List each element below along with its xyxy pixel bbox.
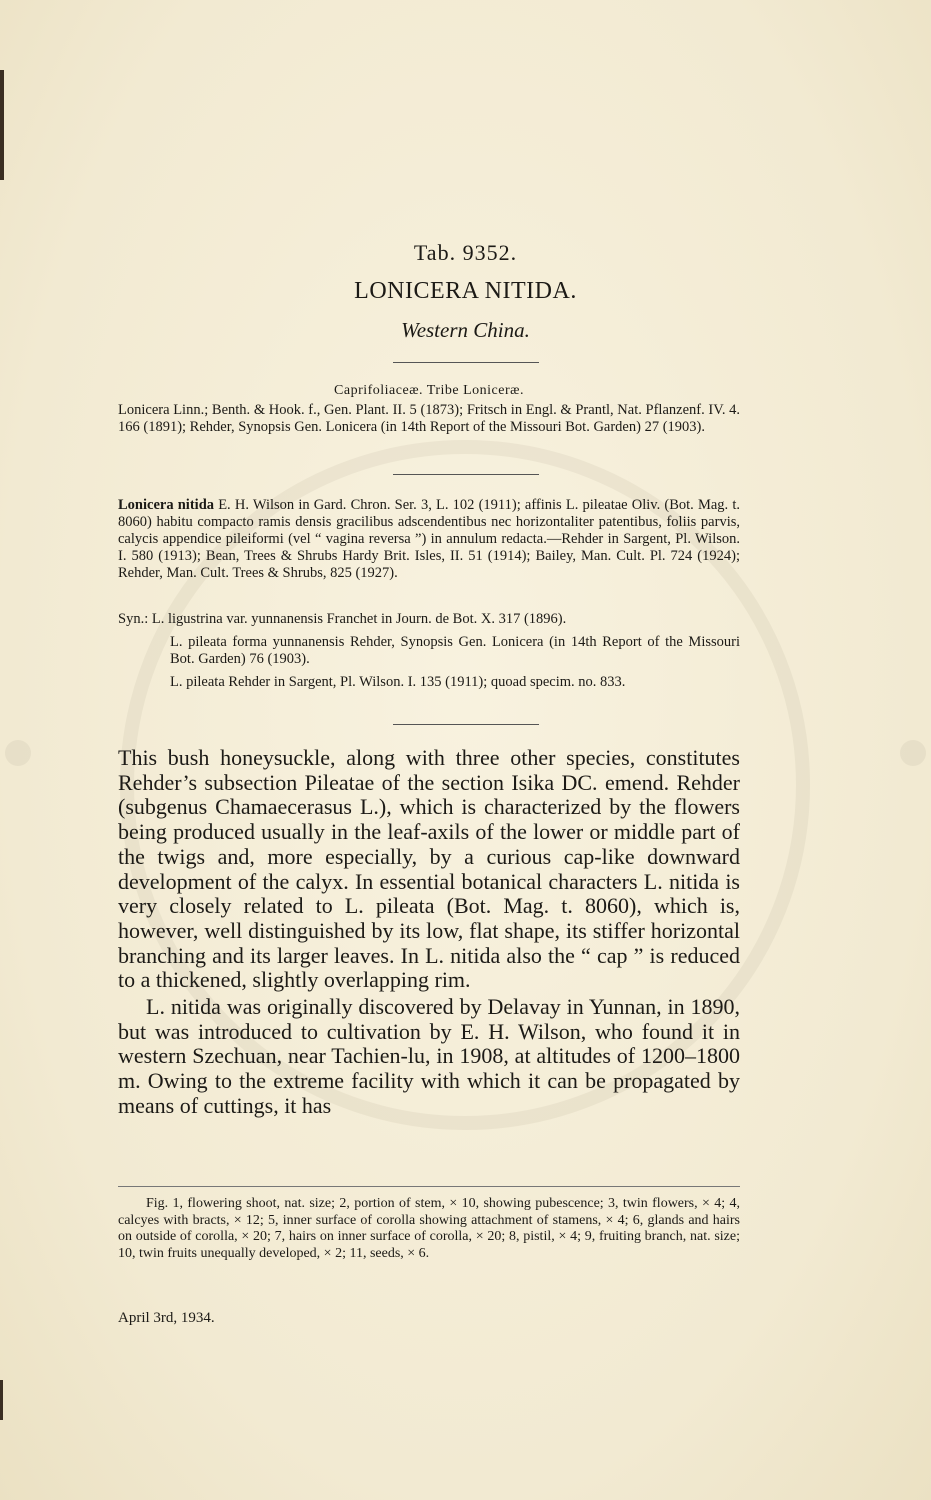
figure-caption: Fig. 1, flowering shoot, nat. size; 2, portion of stem, × 10, showing pubescence; 3, twin flowers, × 4; 4, calcyes with bracts, × 12; 5, inner surface of corolla showing attachment of stamens, × 4; 6, glands and hairs on outside of corolla, × 20; 7, hairs on inner surface of corolla, × 20; 8, pistil, × 4; 9, fruiting branch, nat. size; 10, twin fruits unequally developed, × 2; 11, seeds, × 6. — [118, 1196, 740, 1261]
genus-reference: Lonicera Linn.; Benth. & Hook. f., Gen. Plant. II. 5 (1873); Fritsch in Engl. & Prantl, Nat. Pflanzenf. IV. 4. 166 (1891); Rehder, Synopsis Gen. Lonicera (in 14th Report of the Missouri Bot. Garden) 27 (1903). — [118, 402, 740, 435]
latin-diagnosis — [118, 497, 740, 582]
family-line: Caprifoliaceæ. Tribe Loniceræ. — [334, 383, 524, 398]
synonym-first — [118, 611, 740, 628]
diagnosis-name: Lonicera nitida — [118, 497, 215, 513]
plate-number: Tab. 9352. — [413, 240, 518, 265]
publication-date: April 3rd, 1934. — [118, 1310, 215, 1326]
binding-edge — [0, 1380, 3, 1420]
synonym-label: Syn.: — [118, 611, 149, 627]
synonyms — [118, 611, 740, 691]
watermark-dot — [5, 740, 31, 766]
synonym-text: L. ligustrina var. yunnanensis Franchet in Journ. de Bot. X. 317 (1896). — [151, 611, 567, 627]
footnote-rule — [118, 1186, 740, 1187]
diagnosis-text: E. H. Wilson in Gard. Chron. Ser. 3, L. 102 (1911); affinis L. pileatae Oliv. (Bot. Mag. t. 8060) habitu compacto ramis densis gracilibus adscendentibus nec horizontaliter patentibus, foliis parvis, calycis appendice pileiformi (vel “ vagina reversa ”) in annulum redacta.—Rehder in Sargent, Pl. Wilson. I. 580 (1913); Bean, Trees & Shrubs Hardy Brit. Isles, II. 51 (1914); Bailey, Man. Cult. Pl. 724 (1924); Rehder, Man. Cult. Trees & Shrubs, 825 (1927). — [118, 497, 741, 581]
region-subtitle: Western China. — [401, 318, 530, 342]
binding-edge — [0, 70, 4, 180]
divider — [393, 724, 539, 725]
main-text — [118, 746, 740, 1119]
species-title: LONICERA NITIDA. — [354, 278, 577, 304]
divider — [393, 474, 539, 475]
watermark-dot — [900, 740, 926, 766]
paragraph: L. nitida was originally discovered by Delavay in Yunnan, in 1890, but was introduced to cultivation by E. H. Wilson, who found it in western Szechuan, near Tachien-lu, in 1908, at altitudes of 1200–1800 m. Owing to the extreme facility with which it can be propagated by means of cuttings, it has — [118, 994, 740, 1118]
divider — [393, 362, 539, 363]
synonym-second: L. pileata forma yunnanensis Rehder, Synopsis Gen. Lonicera (in 14th Report of the Missouri Bot. Garden) 76 (1903). — [170, 634, 740, 667]
synonym-third: L. pileata Rehder in Sargent, Pl. Wilson. I. 135 (1911); quoad specim. no. 833. — [170, 674, 626, 690]
paragraph: This bush honeysuckle, along with three other species, constitutes Rehder’s subsection Pileatae of the section Isika DC. emend. Rehder (subgenus Chamaecerasus L.), which is characterized by the flowers being produced usually in the leaf-axils of the lower or middle part of the twigs and, more especially, by a curious cap-like downward development of the calyx. In essential botanical characters L. nitida is very closely related to L. pileata (Bot. Mag. t. 8060), which is, however, well distinguished by its low, flat shape, its stiffer horizontal branching and its larger leaves. In L. nitida also the “ cap ” is reduced to a thickened, slightly overlapping rim. — [118, 745, 740, 993]
